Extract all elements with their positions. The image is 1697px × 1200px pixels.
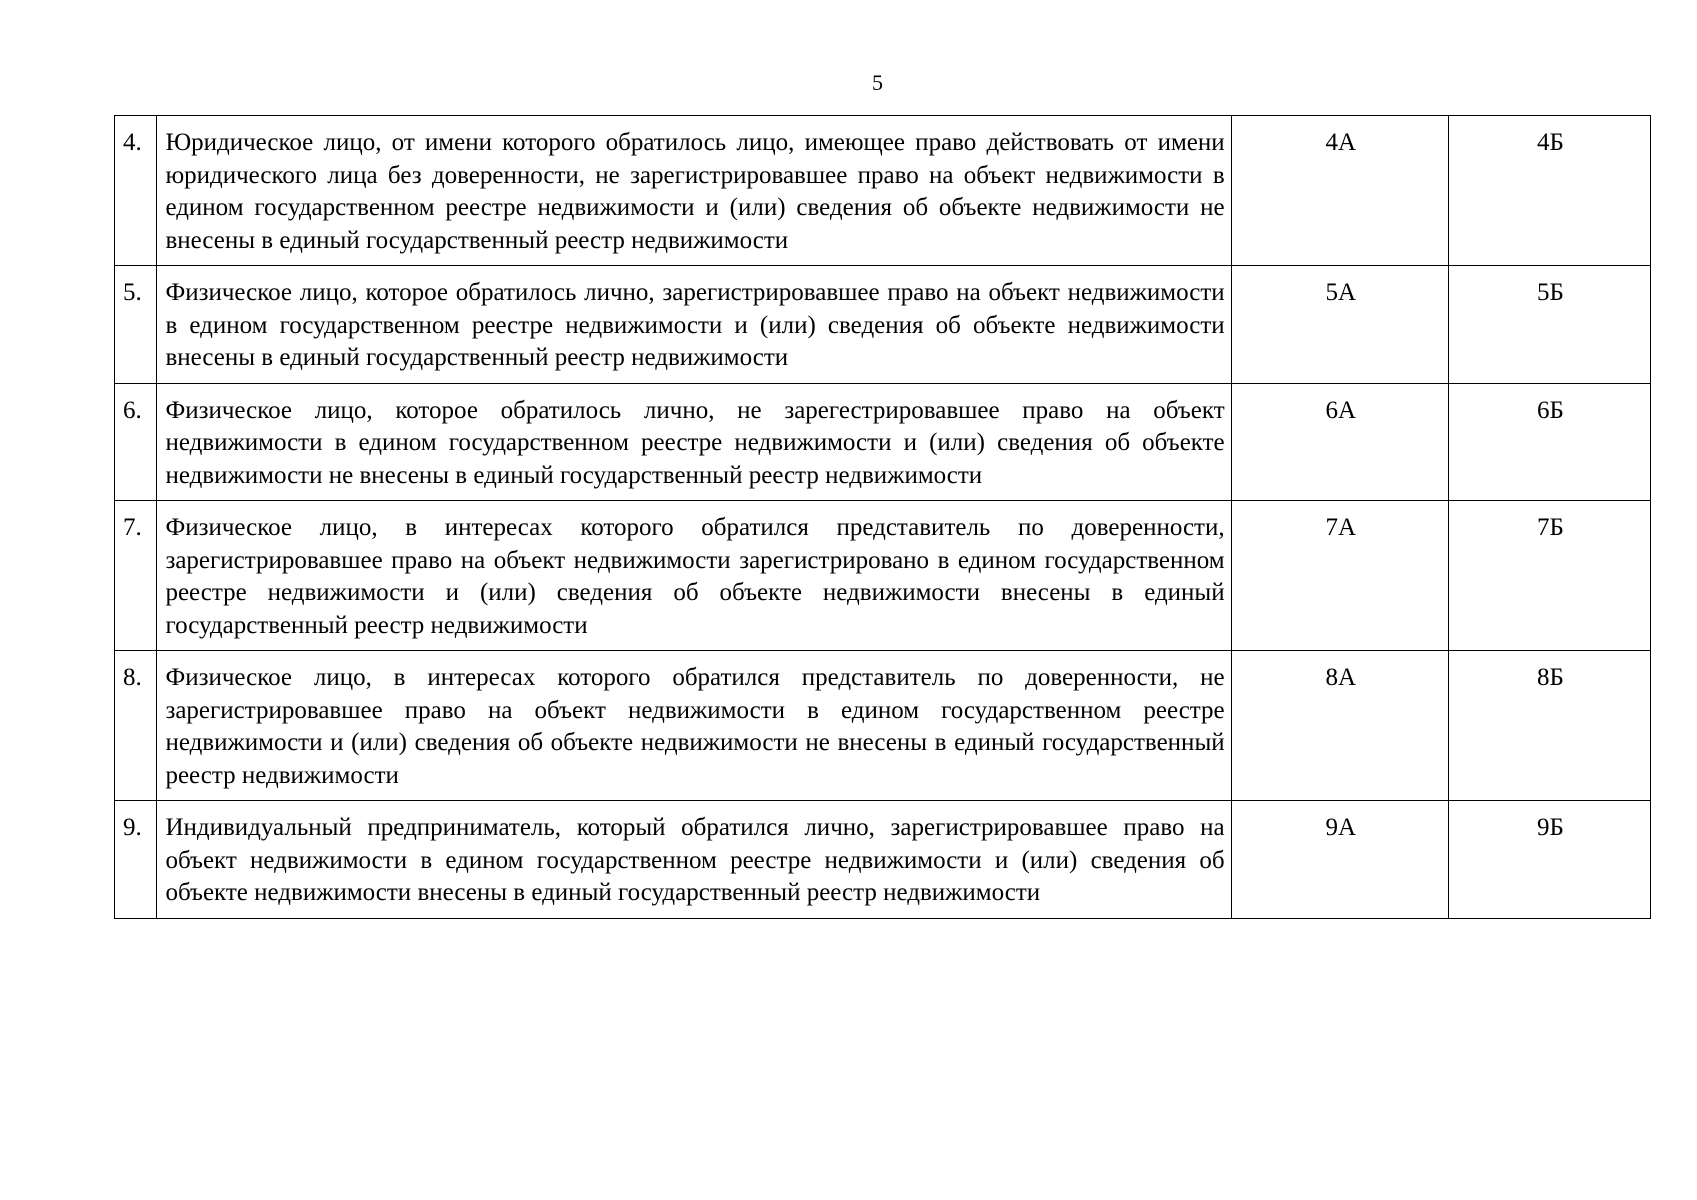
row-code-b: 7Б xyxy=(1448,501,1650,651)
row-description: Юридическое лицо, от имени которого обратилось лицо, имеющее право действовать от имени юридического лица без доверенности, не зарегистрировавшее право на объект недвижимости в едином государственном реестре недвижимости и (или) сведения об объекте недвижимости не внесены в единый государственный реестр недвижимости xyxy=(157,116,1231,266)
row-code-a: 5А xyxy=(1231,266,1448,384)
applicant-category-table xyxy=(114,115,1651,919)
table-row xyxy=(115,266,1651,384)
row-description: Физическое лицо, в интересах которого обратился представитель по доверенности, зарегистрировавшее право на объект недвижимости зарегистрировано в едином государственном реестре недвижимости и (или) сведения об объекте недвижимости внесены в единый государственный реестр недвижимости xyxy=(157,501,1231,651)
row-number: 9. xyxy=(115,801,157,919)
table-row xyxy=(115,651,1651,801)
table-row xyxy=(115,116,1651,266)
row-code-b: 8Б xyxy=(1448,651,1650,801)
row-description: Физическое лицо, которое обратилось лично, зарегистрировавшее право на объект недвижимости в едином государственном реестре недвижимости и (или) сведения об объекте недвижимости внесены в единый государственный реестр недвижимости xyxy=(157,266,1231,384)
row-code-a: 4А xyxy=(1231,116,1448,266)
table-row xyxy=(115,383,1651,501)
row-number: 4. xyxy=(115,116,157,266)
row-number: 5. xyxy=(115,266,157,384)
row-code-b: 6Б xyxy=(1448,383,1650,501)
row-code-b: 9Б xyxy=(1448,801,1650,919)
row-number: 6. xyxy=(115,383,157,501)
row-description: Физическое лицо, которое обратилось лично, не зарегестрировавшее право на объект недвижимости в едином государственном реестре недвижимости и (или) сведения об объекте недвижимости не внесены в единый государственный реестр недвижимости xyxy=(157,383,1231,501)
row-code-a: 6А xyxy=(1231,383,1448,501)
row-description: Индивидуальный предприниматель, который обратился лично, зарегистрировавшее право на объект недвижимости в едином государственном реестре недвижимости и (или) сведения об объекте недвижимости внесены в единый государственный реестр недвижимости xyxy=(157,801,1231,919)
row-code-a: 7А xyxy=(1231,501,1448,651)
row-code-a: 9А xyxy=(1231,801,1448,919)
page-number: 5 xyxy=(872,70,883,95)
row-code-a: 8А xyxy=(1231,651,1448,801)
table-row xyxy=(115,801,1651,919)
row-number: 7. xyxy=(115,501,157,651)
row-code-b: 5Б xyxy=(1448,266,1650,384)
row-code-b: 4Б xyxy=(1448,116,1650,266)
row-description: Физическое лицо, в интересах которого обратился представитель по доверенности, не зарегистрировавшее право на объект недвижимости в едином государственном реестре недвижимости и (или) сведения об объекте недвижимости не внесены в единый государственный реестр недвижимости xyxy=(157,651,1231,801)
row-number: 8. xyxy=(115,651,157,801)
table-row xyxy=(115,501,1651,651)
